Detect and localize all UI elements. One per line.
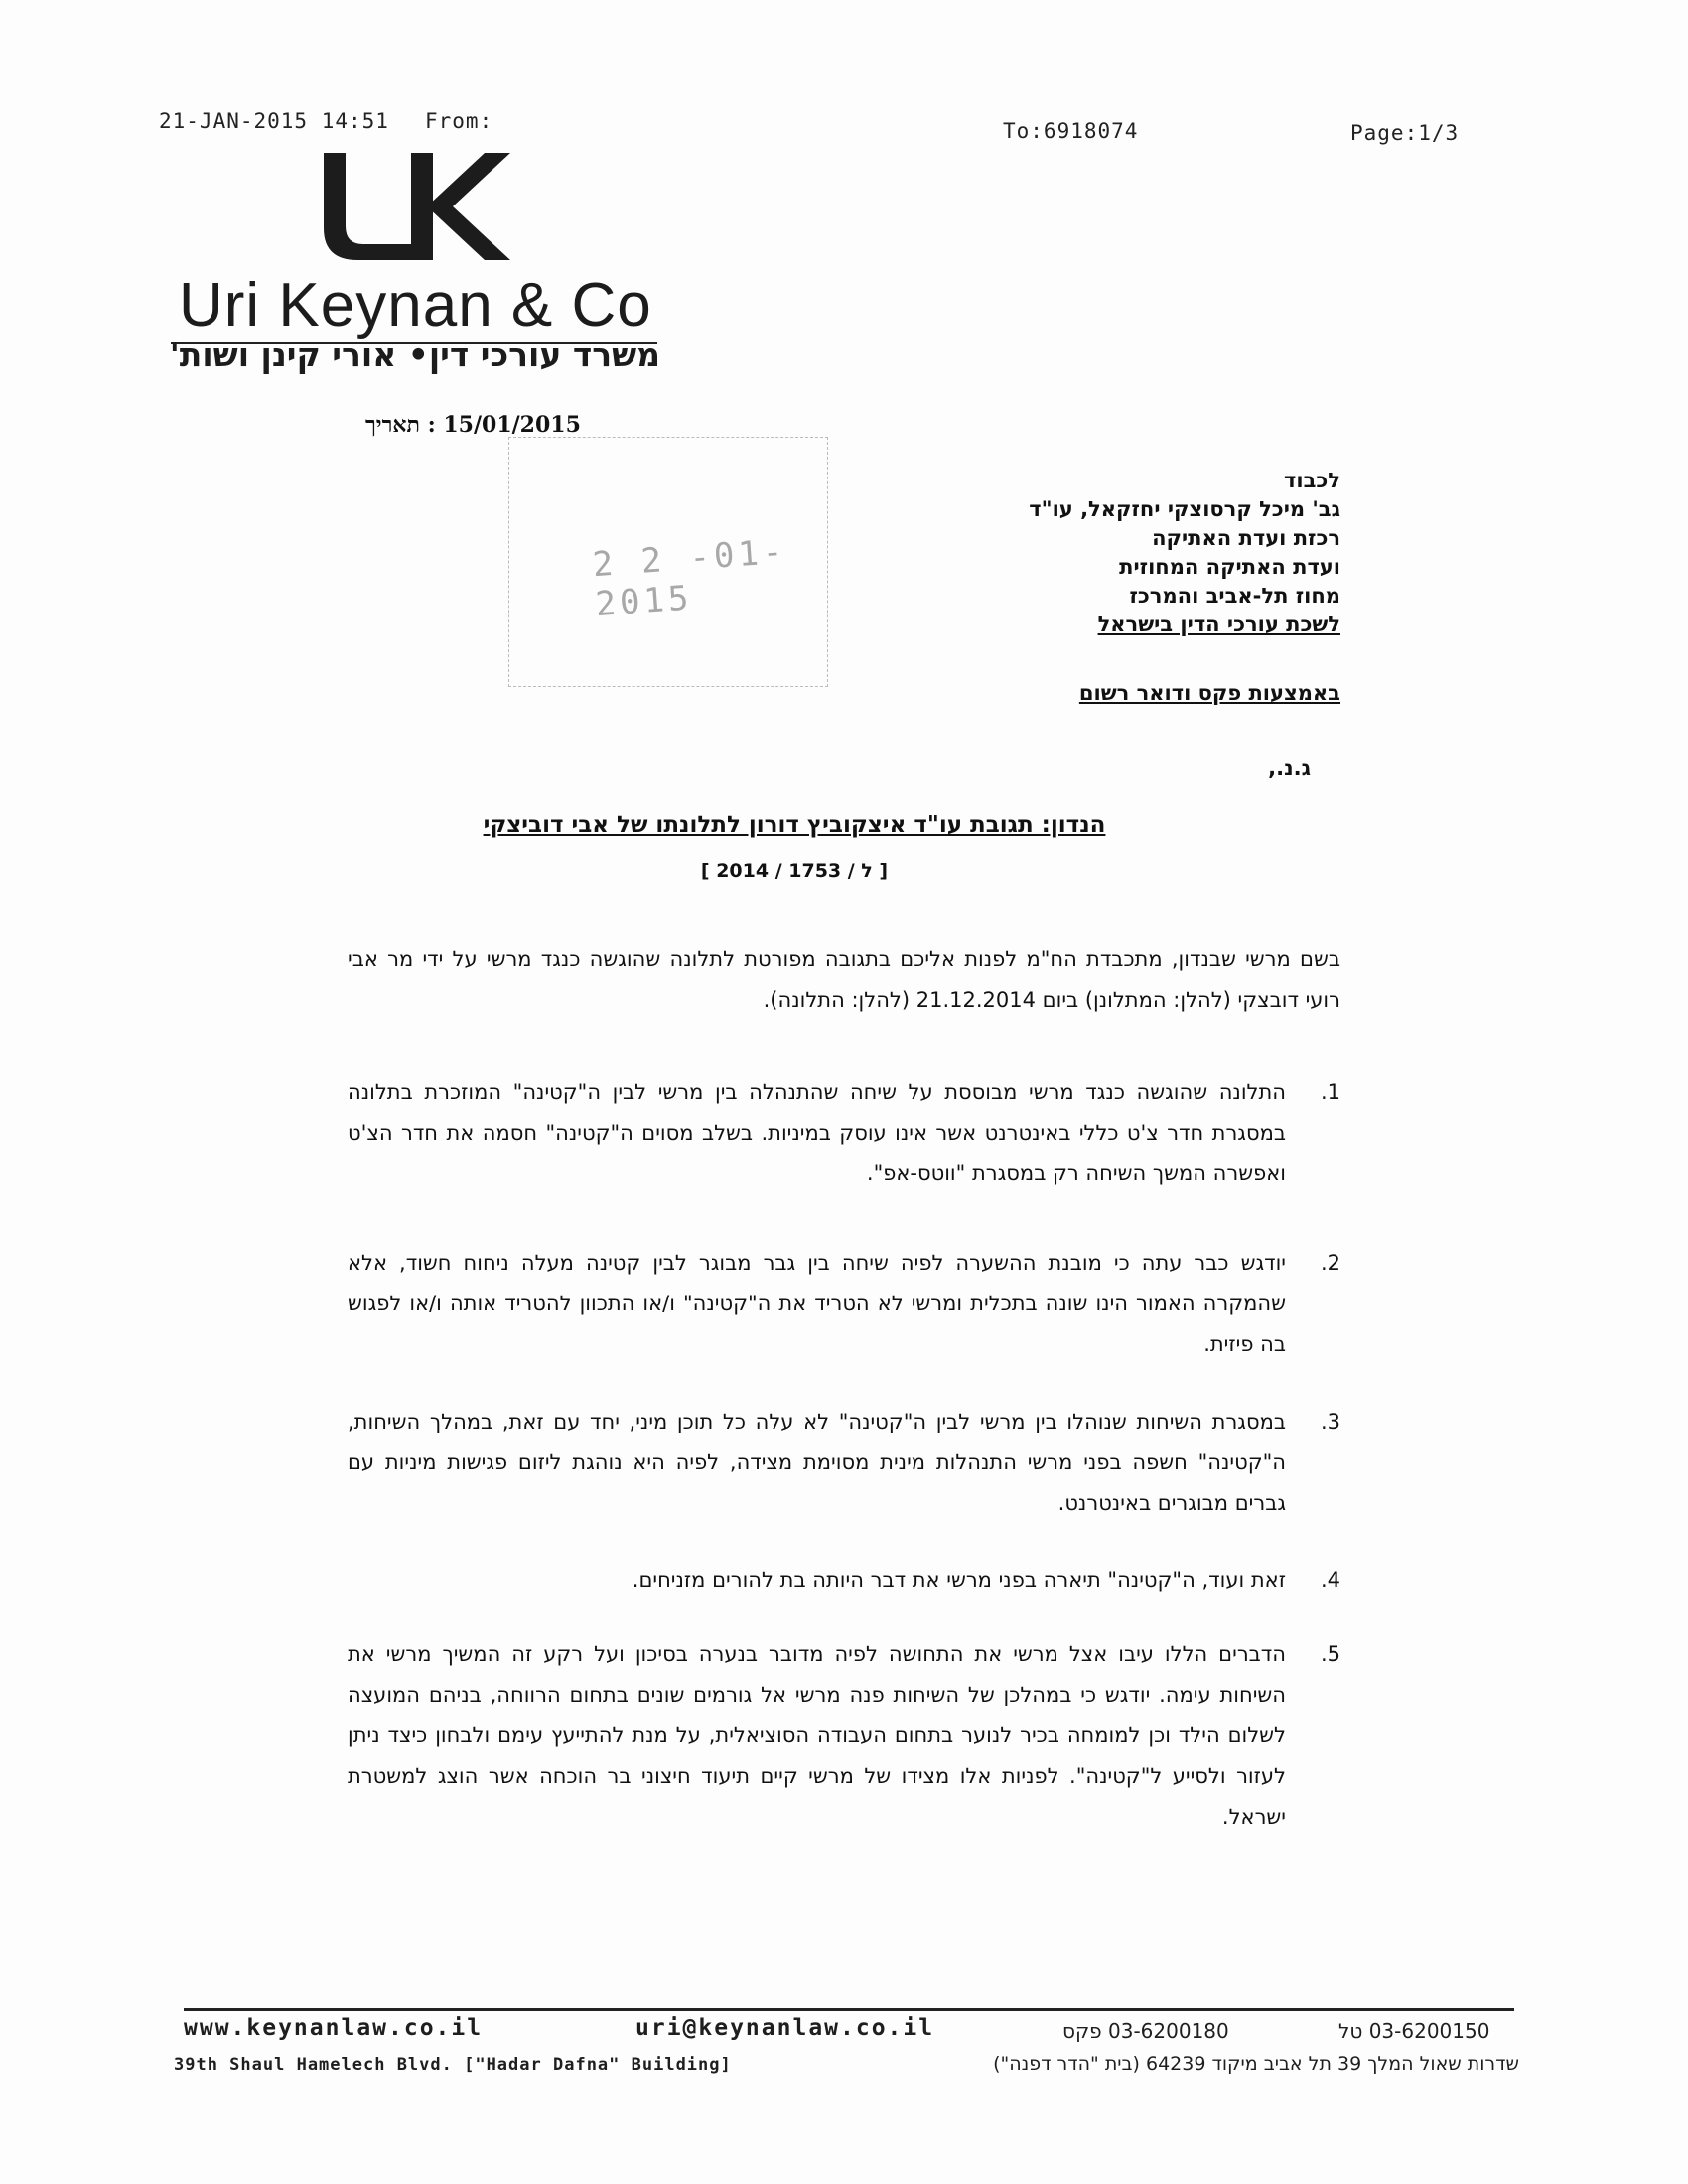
footer-phone: 03-6200150 טל — [1338, 2019, 1490, 2043]
fax-page: Page:1/3 — [1350, 121, 1460, 145]
subject-line: הנדון: תגובת עו"ד איצקוביץ דורון לתלונתו של אבי דוביצקי — [483, 812, 1106, 838]
fax-datetime: 21-JAN-2015 14:51 — [159, 109, 389, 133]
paragraph-number: 1. — [1320, 1080, 1340, 1104]
recipient-line: רכזת ועדת האתיקה — [1152, 526, 1340, 550]
logo-name-he: משרד עורכי דין• אורי קינן ושות' — [169, 336, 660, 374]
intro-paragraph: בשם מרשי שבנדון, מתכבדת הח"מ לפנות אליכם בתגובה מפורטת לתלונה שהוגשה כנגד מרשי על ידי מר אבי רועי דובצקי (להלן: המתלונן) ביום 21.12.2014 (להלן: התלונה). — [348, 947, 1340, 1012]
delivery-method: באמצעות פקס ודואר רשום — [1078, 681, 1340, 705]
paragraph-number: 5. — [1320, 1642, 1340, 1666]
footer-fax: 03-6200180 פקס — [1062, 2019, 1229, 2043]
footer-address-he: שדרות שאול המלך 39 תל אביב מיקוד 64239 (בית "הדר דפנה") — [993, 2053, 1519, 2075]
reference-number: [ ל / 1753 / 2014 ] — [700, 860, 889, 882]
fax-to: To:6918074 — [1003, 119, 1139, 143]
recipient-line: לכבוד — [1284, 469, 1340, 492]
paragraph-text: התלונה שהוגשה כנגד מרשי מבוססת על שיחה שהתנהלה בין מרשי לבין ה"קטינה" המוזכרת בתלונה במסגרת חדר צ'ט כללי באינטרנט אשר אינו עוסק במיניות. בשלב מסוים ה"קטינה" חסמה את חדר הצ'ט ואפשרה המשך השיחה רק במסגרת "ווטס-אפ". — [348, 1080, 1286, 1185]
numbered-paragraph — [348, 1402, 1340, 1524]
paragraph-number: 2. — [1320, 1251, 1340, 1275]
uk-monogram-icon — [316, 149, 514, 268]
numbered-paragraph — [348, 1243, 1340, 1365]
paragraph-number: 4. — [1320, 1569, 1340, 1592]
greeting: ג.נ., — [1268, 756, 1311, 780]
numbered-paragraph — [348, 1072, 1340, 1194]
footer-divider — [184, 2008, 1514, 2011]
recipient-line: גב' מיכל קרסוצקי יחזקאל, עו"ד — [1029, 497, 1340, 521]
footer-website: www.keynanlaw.co.il — [184, 2015, 484, 2041]
recipient-block — [824, 467, 1340, 708]
numbered-paragraph — [348, 1634, 1340, 1838]
recipient-line: לשכת עורכי הדין בישראל — [1097, 613, 1340, 636]
numbered-paragraph — [348, 1561, 1340, 1601]
stamp-date: 2 2 -01- 2015 — [591, 531, 788, 625]
paragraph-text: יודגש כבר עתה כי מובנת ההשערה לפיה שיחה בין גבר מבוגר לבין קטינה מעלה ניחוח חשוד, אלא שהמקרה האמור הינו שונה בתכלית ומרשי לא הטריד את ה"קטינה" ו/או התכוון להטריד אותה ו/או לפגוש בה פיזית. — [348, 1251, 1286, 1356]
recipient-line: ועדת האתיקה המחוזית — [1119, 555, 1340, 579]
paragraph-text: במסגרת השיחות שנוהלו בין מרשי לבין ה"קטינה" לא עלה כל תוכן מיני, יחד עם זאת, במהלך השיחות, ה"קטינה" חשפה בפני מרשי התנהלות מינית מסוימת מצידה, לפיה היא נוהגת ליזום פגישות מיניות עם גברים מבוגרים באינטרנט. — [348, 1410, 1286, 1515]
recipient-line: מחוז תל-אביב והמרכז — [1129, 584, 1340, 608]
paragraph-text: זאת ועוד, ה"קטינה" תיארה בפני מרשי את דבר היותה בת להורים מזניחים. — [632, 1569, 1286, 1592]
fax-from-label: From: — [425, 109, 493, 133]
paragraph-number: 3. — [1320, 1410, 1340, 1433]
footer-email: uri@keynanlaw.co.il — [635, 2015, 935, 2041]
paragraph-text: הדברים הללו עיבו אצל מרשי את התחושה לפיה מדובר בנערה בסיכון ועל רקע זה המשיך מרשי את השיחות עימה. יודגש כי במהלכן של השיחות פנה מרשי אל גורמים שונים בתחום הרווחה, בניהם המועצה לשלום הילד וכן למומחה בכיר לנוער בתחום העבודה הסוציאלית, על מנת להתייעץ עימם ולבחון כיצד ניתן לעזור ולסייע ל"קטינה". לפניות אלו מצידו של מרשי קיים תיעוד חיצוני בר הוכחה אשר הוצג למשטרת ישראל. — [348, 1642, 1286, 1829]
footer-address-en: 39th Shaul Hamelech Blvd. ["Hadar Dafna" Building] — [174, 2055, 732, 2075]
logo-mark — [316, 149, 514, 268]
letter-date: 15/01/2015 : תאריך — [365, 412, 581, 438]
received-stamp — [508, 437, 828, 687]
logo-name-en: Uri Keynan & Co — [179, 271, 652, 340]
